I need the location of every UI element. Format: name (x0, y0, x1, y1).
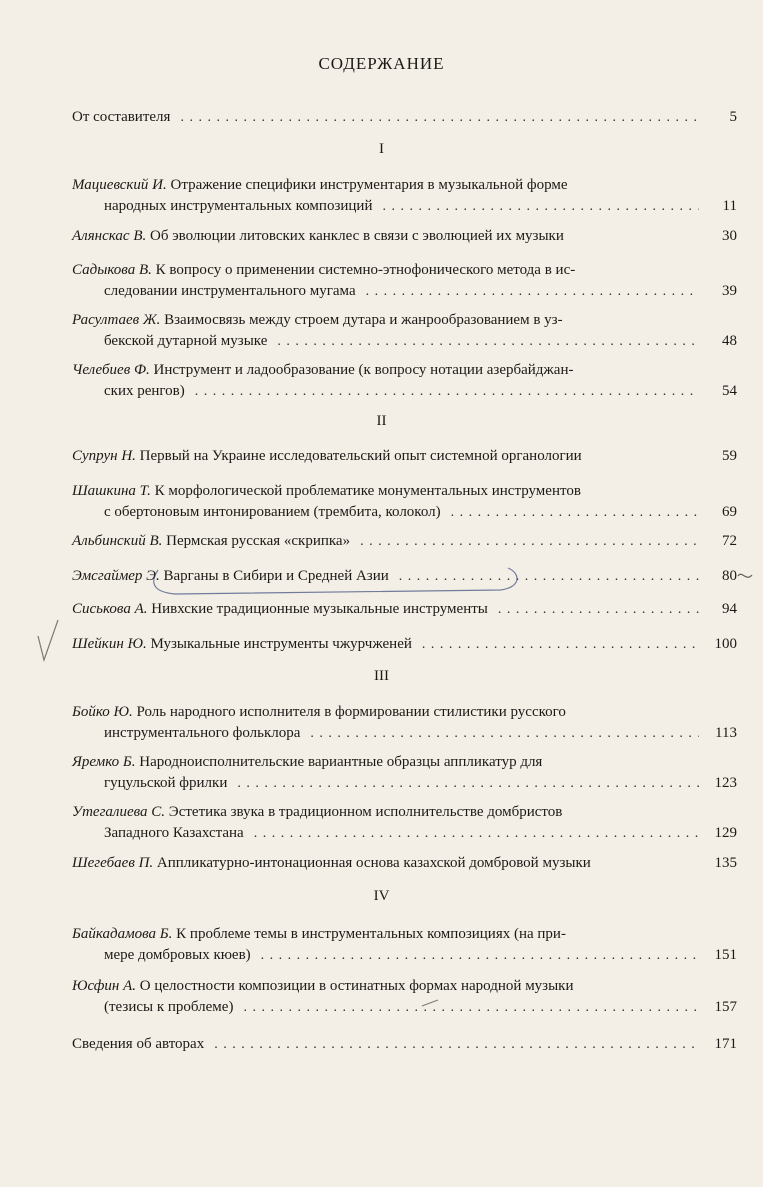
section-numeral: IV (373, 888, 390, 904)
entry-title-continued: Западного Казахстана (104, 825, 244, 841)
entry-author: Алянскас В. (72, 228, 147, 244)
leader-dots (277, 331, 699, 352)
page-number: 54 (722, 383, 737, 399)
entry-title: О целостности композиции в остинатных формах народной музыки (139, 978, 574, 994)
entry-title: Отражение специфики инструментария в музыкальной форме (170, 177, 568, 193)
toc-entry-authors-info[interactable] (72, 1034, 737, 1055)
toc-entry[interactable] (72, 446, 737, 467)
page-number: 135 (714, 855, 737, 871)
page-number: 151 (714, 947, 737, 963)
leader-dots (422, 634, 699, 655)
leader-dots (451, 502, 699, 523)
entry-author: Альбинский В. (72, 533, 163, 549)
entry-author: Шегебаев П. (72, 855, 154, 871)
toc-entry[interactable] (72, 853, 737, 874)
entry-title-continued: мере домбровых кюев) (104, 947, 251, 963)
entry-author: Супрун Н. (72, 448, 136, 464)
entry-author: Байкадамова Б. (72, 926, 173, 942)
leader-dots (261, 945, 699, 966)
leader-dots (382, 196, 699, 217)
page-number: 72 (722, 533, 737, 549)
entry-title: Пермская русская «скрипка» (166, 533, 351, 549)
section-numeral: I (379, 141, 384, 157)
entry-title: Музыкальные инструменты чжурчженей (150, 636, 412, 652)
toc-entry[interactable] (72, 924, 737, 966)
page-number: 123 (714, 775, 737, 791)
entry-title: К морфологической проблематике монументальных инструментов (154, 483, 581, 499)
page-number: 39 (722, 283, 737, 299)
toc-entry[interactable] (72, 752, 737, 794)
entry-author: Челебиев Ф. (72, 362, 150, 378)
leader-dots (310, 723, 699, 744)
entry-author: Юсфин А. (72, 978, 137, 994)
toc-entry-foreword[interactable] (72, 107, 737, 128)
entry-title: Инструмент и ладообразование (к вопросу нотации азербайджан- (153, 362, 574, 378)
toc-entry[interactable] (72, 260, 737, 302)
entry-title: Роль народного исполнителя в формировании стилистики русского (136, 704, 566, 720)
toc-entry[interactable] (72, 310, 737, 352)
page-number: 59 (722, 448, 737, 464)
section-numeral: II (376, 413, 387, 429)
page-number: 5 (729, 109, 737, 125)
pencil-check-mark (38, 620, 58, 660)
entry-author: Расултаев Ж. (72, 312, 161, 328)
toc-entry[interactable] (72, 566, 737, 587)
entry-title: От составителя (72, 109, 171, 125)
entry-title: Взаимосвязь между строем дутара и жанрообразованием в уз- (164, 312, 563, 328)
leader-dots (360, 531, 699, 552)
entry-title: Эстетика звука в традиционном исполнительстве домбристов (168, 804, 563, 820)
page-number: 48 (722, 333, 737, 349)
entry-title-continued: с обертоновым интонированием (трембита, колокол) (104, 504, 441, 520)
entry-title-continued: (тезисы к проблеме) (104, 999, 234, 1015)
entry-author: Шейкин Ю. (72, 636, 147, 652)
entry-author: Шашкина Т. (72, 483, 151, 499)
entry-title: Аппликатурно-интонационная основа казахской домбровой музыки (156, 855, 591, 871)
page-number: 94 (722, 601, 737, 617)
toc-entry[interactable] (72, 175, 737, 217)
leader-dots (195, 381, 699, 402)
entry-title: К вопросу о применении системно-этнофонического метода в ис- (155, 262, 576, 278)
entry-title: Нивхские традиционные музыкальные инструменты (151, 601, 488, 617)
page-number: 157 (714, 999, 737, 1015)
leader-dots (180, 107, 699, 128)
page-number: 171 (714, 1036, 737, 1052)
toc-entry[interactable] (72, 599, 737, 620)
entry-title-continued: гуцульской фрилки (104, 775, 228, 791)
toc-entry[interactable] (72, 634, 737, 655)
entry-title: Первый на Украине исследовательский опыт системной органологии (139, 448, 582, 464)
entry-title-continued: народных инструментальных композиций (104, 198, 373, 214)
entry-author: Бойко Ю. (72, 704, 133, 720)
toc-entry[interactable] (72, 531, 737, 552)
entry-author: Сиськова А. (72, 601, 148, 617)
section-numeral: III (374, 668, 389, 684)
entry-author: Утегалиева С. (72, 804, 166, 820)
leader-dots (243, 997, 699, 1018)
entry-author: Мациевский И. (72, 177, 167, 193)
toc-entry[interactable] (72, 702, 737, 744)
page-number: 129 (714, 825, 737, 841)
page-number: 11 (722, 198, 737, 214)
entry-title-continued: следовании инструментального мугама (104, 283, 356, 299)
entry-title: Об эволюции литовских канклес в связи с эволюцией их музыки (150, 228, 564, 244)
entry-title-continued: инструментального фольклора (104, 725, 301, 741)
toc-entry[interactable] (72, 226, 737, 247)
page-number: 100 (714, 636, 737, 652)
leader-dots (399, 566, 699, 587)
page-number: 30 (722, 228, 737, 244)
entry-title-continued: ских ренгов) (104, 383, 185, 399)
entry-title: К проблеме темы в инструментальных композициях (на при- (176, 926, 566, 942)
toc-entry[interactable] (72, 802, 737, 844)
toc-entry[interactable] (72, 360, 737, 402)
entry-title: Варганы в Сибири и Средней Азии (163, 568, 389, 584)
page-number: 69 (722, 504, 737, 520)
toc-entry[interactable] (72, 976, 737, 1018)
leader-dots (237, 773, 699, 794)
pencil-tilde-mark (738, 574, 752, 577)
leader-dots (254, 823, 699, 844)
page-number: 113 (715, 725, 737, 741)
page-title: СОДЕРЖАНИЕ (318, 54, 445, 73)
entry-title-continued: бекской дутарной музыке (104, 333, 268, 349)
entry-title: Сведения об авторах (72, 1036, 205, 1052)
leader-dots (498, 599, 699, 620)
entry-title: Народноисполнительские вариантные образцы аппликатур для (139, 754, 543, 770)
page-number: 80 (722, 568, 737, 584)
entry-author: Эмсгаймер Э. (72, 568, 160, 584)
entry-author: Садыкова В. (72, 262, 152, 278)
leader-dots (366, 281, 699, 302)
toc-entry[interactable] (72, 481, 737, 523)
entry-author: Яремко Б. (72, 754, 136, 770)
leader-dots (214, 1034, 699, 1055)
